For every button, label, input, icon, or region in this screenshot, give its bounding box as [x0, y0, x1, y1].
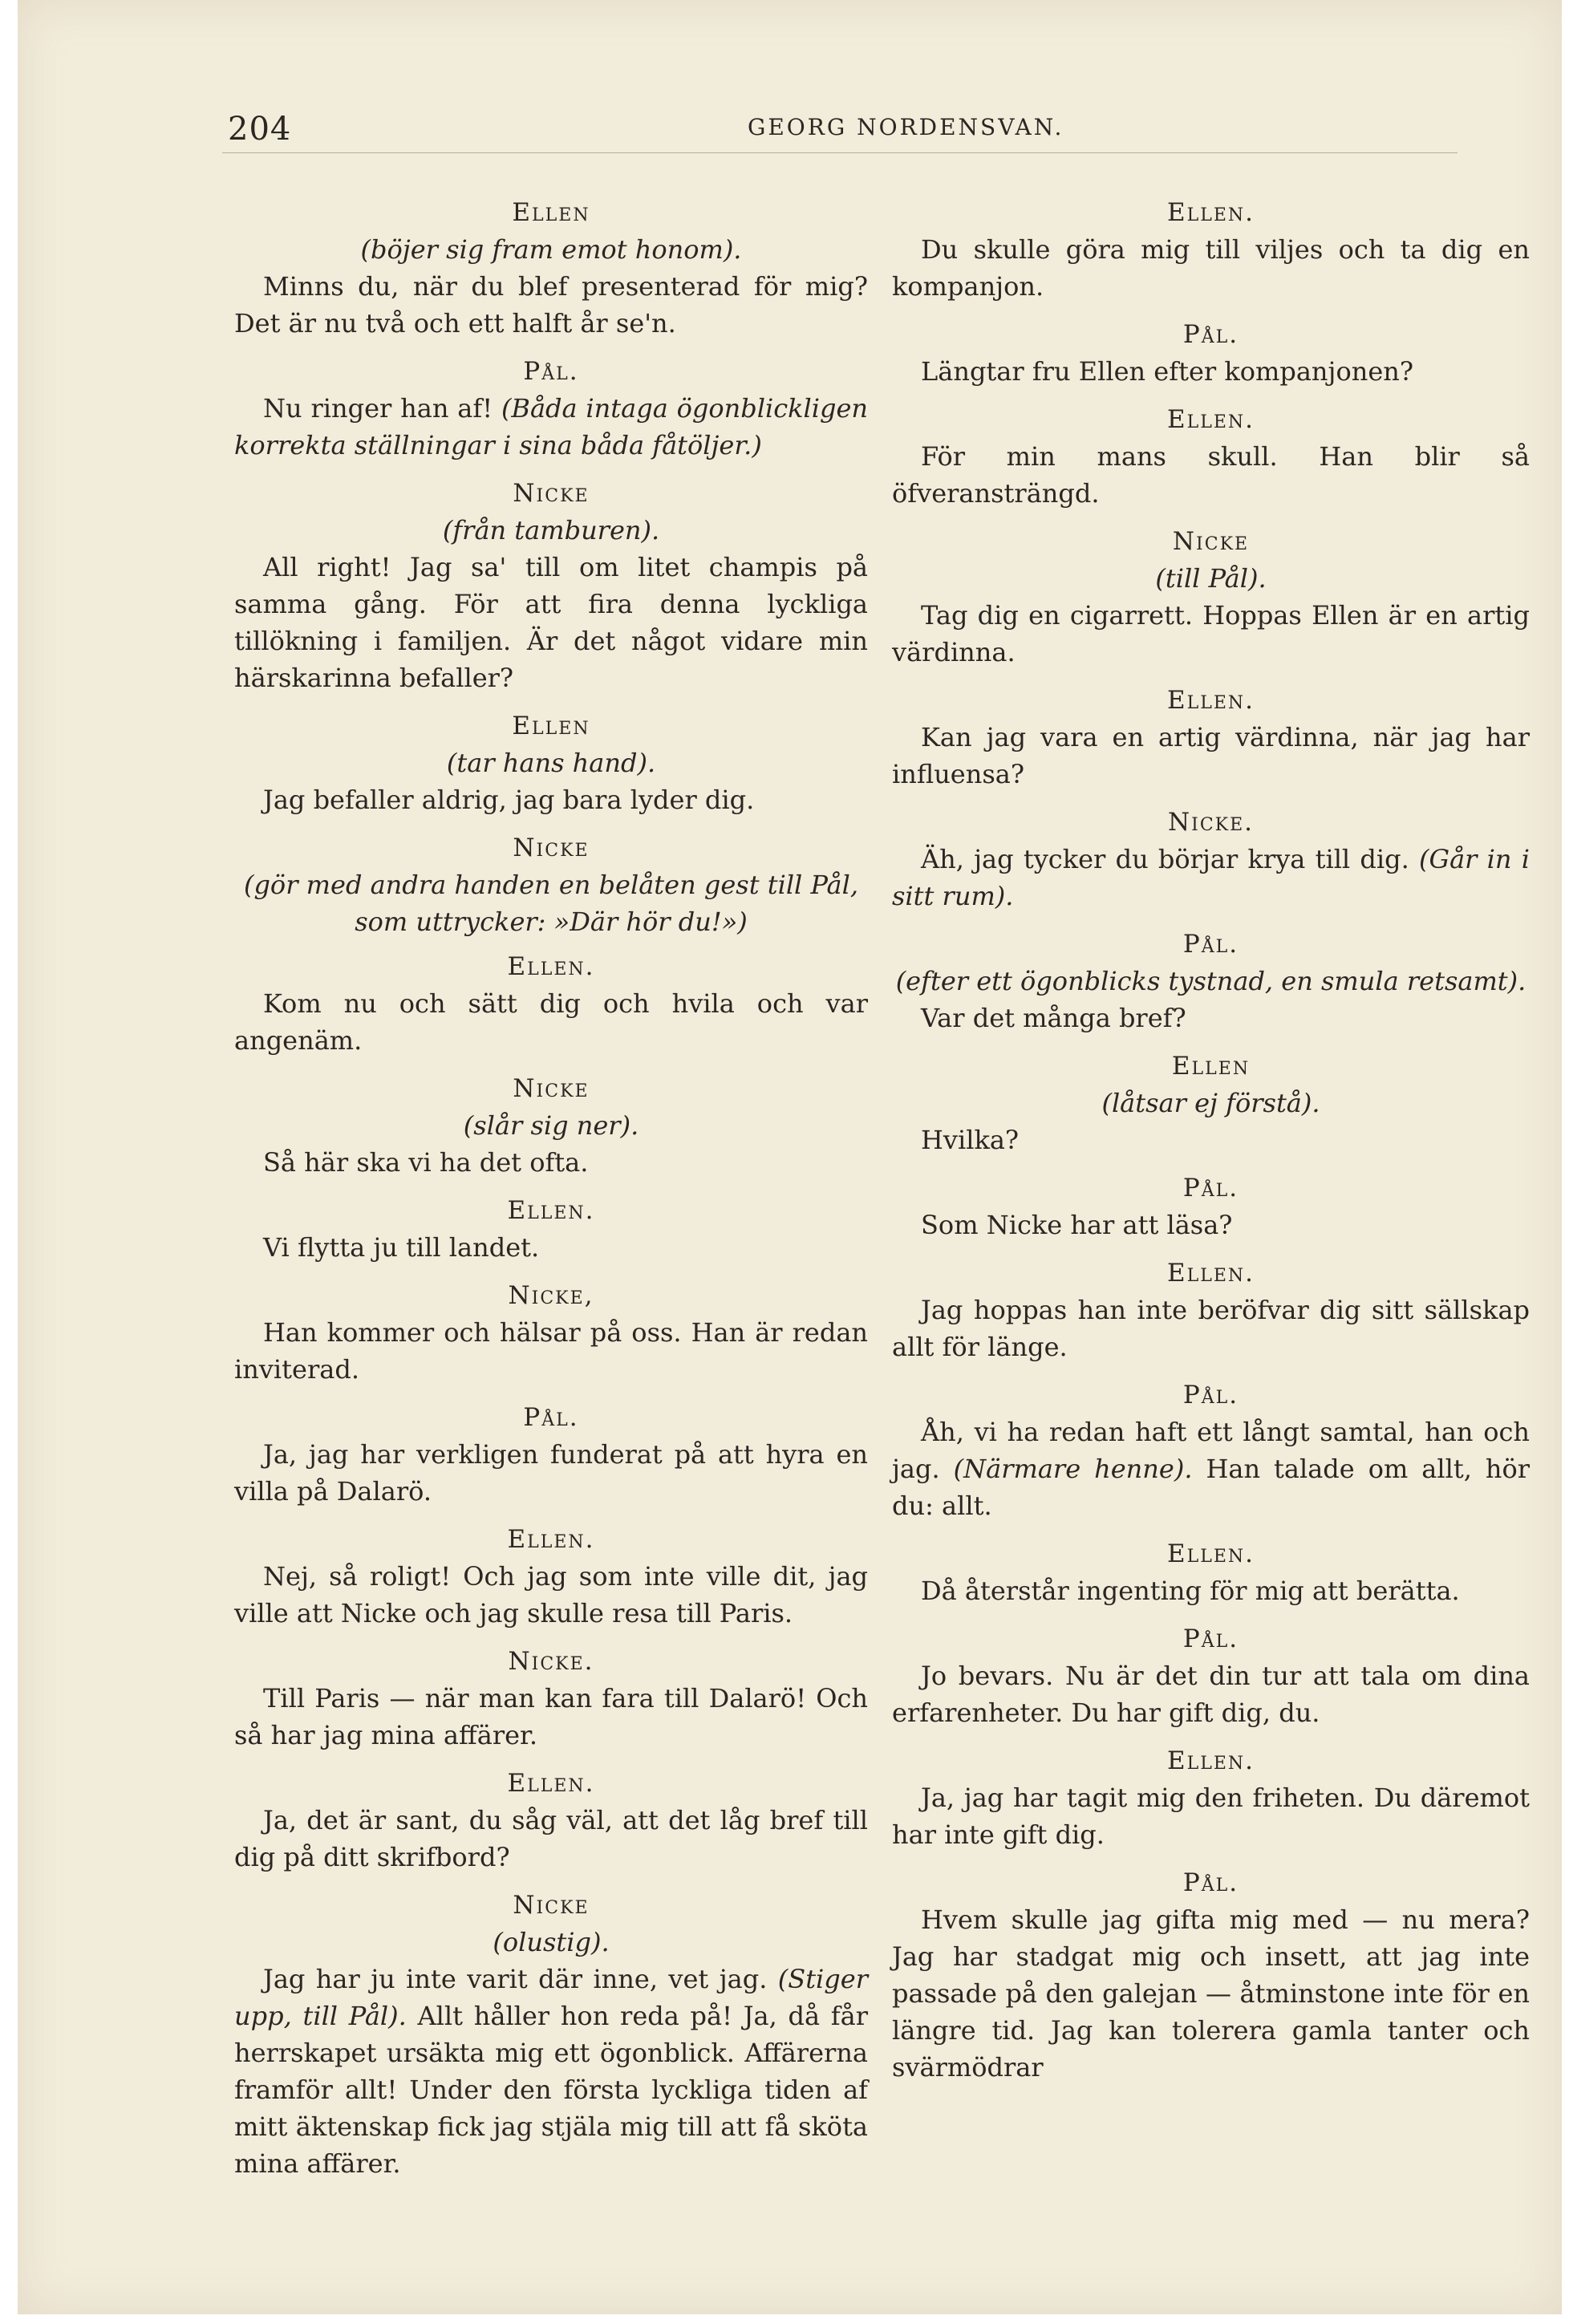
speech-paragraph — [892, 1207, 1530, 1243]
speech-text: Äh, jag tycker du börjar krya till dig. — [921, 844, 1420, 874]
speech-text: Då återstår ingenting för mig att berätta. — [921, 1576, 1460, 1606]
speech-paragraph — [892, 438, 1530, 512]
speech-paragraph — [892, 1292, 1530, 1365]
speaker-name: Pål. — [523, 357, 579, 386]
speaker-name: Ellen. — [1166, 686, 1255, 715]
speaker-name: Nicke, — [508, 1281, 594, 1310]
speaker-name: Ellen. — [507, 1196, 595, 1225]
speech-text-continued: Allt håller hon reda på! Ja, då får herrskapet ursäkta mig ett ögonblick. Affärerna framför allt! Under den första lyckliga tiden af mitt äktenskap fick jag stjäla mig till att få sköta mina affärer. — [234, 2001, 869, 2179]
speech-paragraph — [892, 1657, 1530, 1731]
speaker-name: Ellen — [1171, 1052, 1251, 1081]
speech-text: Minns du, när du blef presenterad för mig? Det är nu två och ett halft år se'n. — [234, 271, 868, 339]
speaker-name: Ellen. — [507, 1769, 595, 1798]
speech-text: Du skulle göra mig till viljes och ta dig en kompanjon. — [892, 234, 1530, 302]
speech-text: Kom nu och sätt dig och hvila och var angenäm. — [234, 988, 868, 1056]
speech-paragraph — [892, 719, 1530, 793]
speech-text: För min mans skull. Han blir så öfveransträngd. — [892, 441, 1530, 509]
speaker-name: Ellen. — [1166, 1259, 1255, 1288]
speech-text: Ja, det är sant, du såg väl, att det låg bref till dig på ditt skrifbord? — [234, 1805, 868, 1872]
running-head: GEORG NORDENSVAN. — [748, 114, 1064, 140]
speech-paragraph — [234, 268, 868, 342]
speaker-name: Ellen. — [507, 952, 595, 981]
speaker-name: Ellen. — [1166, 405, 1255, 434]
speaker-name: Pål. — [1182, 930, 1239, 959]
left-column — [234, 186, 868, 2193]
speech-paragraph — [892, 1000, 1530, 1036]
header-rule — [222, 152, 1458, 153]
speaker-name: Ellen — [512, 712, 590, 740]
inline-stage-direction: (Stiger upp, till Pål). — [234, 1964, 868, 2031]
speaker-name: Pål. — [1182, 1624, 1239, 1653]
speech-text: Hvilka? — [921, 1125, 1020, 1155]
speaker-name: Nicke — [513, 1891, 590, 1920]
stage-direction: (låtsar ej förstå). — [1101, 1088, 1320, 1118]
speech-paragraph — [234, 1314, 868, 1388]
speech-paragraph — [234, 1229, 868, 1266]
speaker-name: Pål. — [1182, 1868, 1239, 1897]
speech-text: Jo bevars. Nu är det din tur att tala om dina erfarenheter. Du har gift dig, du. — [892, 1661, 1530, 1728]
stage-direction: (från tamburen). — [442, 515, 660, 546]
speech-text: All right! Jag sa' till om litet champis på samma gång. För att fira denna lyckliga tillökning i familjen. Är det något vidare min härskarinna befaller? — [234, 552, 868, 693]
inline-stage-direction: (Närmare henne). — [953, 1454, 1193, 1484]
speech-paragraph — [234, 781, 868, 818]
speech-paragraph — [892, 841, 1530, 915]
speech-paragraph — [892, 1901, 1530, 2086]
speaker-name: Ellen. — [507, 1525, 595, 1554]
speaker-name: Ellen — [512, 198, 590, 227]
stage-direction: (efter ett ögonblicks tystnad, en smula retsamt). — [895, 966, 1526, 996]
speech-paragraph — [892, 1121, 1530, 1158]
speaker-name: Ellen. — [1166, 1539, 1255, 1568]
speech-paragraph — [234, 1802, 868, 1876]
stage-direction: (slår sig ner). — [463, 1110, 639, 1141]
stage-direction: (till Pål). — [1155, 563, 1267, 594]
speech-paragraph — [234, 985, 868, 1059]
speech-text: Ja, jag har verkligen funderat på att hyra en villa på Dalarö. — [234, 1439, 868, 1507]
book-page — [18, 0, 1562, 2314]
speaker-name: Pål. — [1182, 1381, 1239, 1409]
speech-paragraph — [234, 1680, 868, 1754]
speech-paragraph — [234, 1961, 868, 2182]
stage-direction: (böjer sig fram emot honom). — [360, 234, 742, 265]
speech-text: Nej, så roligt! Och jag som inte ville dit, jag ville att Nicke och jag skulle resa till Paris. — [234, 1561, 868, 1628]
stage-direction: (olustig). — [493, 1927, 610, 1957]
right-column — [892, 186, 1530, 2097]
stage-direction: (gör med andra handen en belåten gest till Pål, som uttrycker: »Där hör du!») — [243, 870, 859, 937]
speech-text-continued: Han talade om allt, hör du: allt. — [892, 1454, 1530, 1521]
speech-paragraph — [234, 549, 868, 696]
speaker-name: Ellen. — [1166, 198, 1255, 227]
speech-text: Nu ringer han af! — [263, 393, 501, 424]
speech-text: Tag dig en cigarrett. Hoppas Ellen är en artig värdinna. — [892, 600, 1530, 667]
speech-paragraph — [892, 1413, 1530, 1524]
speech-paragraph — [234, 1558, 868, 1632]
speech-text: Jag hoppas han inte beröfvar dig sitt sällskap allt för länge. — [892, 1295, 1530, 1362]
speech-paragraph — [892, 1779, 1530, 1853]
speech-paragraph — [892, 1572, 1530, 1609]
stage-direction: (tar hans hand). — [446, 748, 656, 778]
page-number: 204 — [228, 111, 292, 148]
speech-paragraph — [234, 390, 868, 464]
speech-text: Hvem skulle jag gifta mig med — nu mera? Jag har stadgat mig och insett, att jag inte passade på den galejan — åtminstone inte för en längre tid. Jag kan tolerera gamla tanter och svärmödrar — [892, 1904, 1530, 2083]
speech-text: Längtar fru Ellen efter kompanjonen? — [921, 356, 1414, 387]
speaker-name: Ellen. — [1166, 1746, 1255, 1775]
speaker-name: Nicke — [513, 833, 590, 862]
speech-text: Till Paris — när man kan fara till Dalarö! Och så har jag mina affärer. — [234, 1683, 868, 1750]
speaker-name: Nicke. — [1168, 808, 1254, 837]
speech-text: Åh, vi ha redan haft ett långt samtal, han och jag. — [892, 1417, 1530, 1484]
speech-paragraph — [892, 231, 1530, 305]
speaker-name: Nicke — [513, 1074, 590, 1103]
speech-text: Som Nicke har att läsa? — [921, 1210, 1233, 1240]
speech-text: Vi flytta ju till landet. — [263, 1232, 540, 1263]
speaker-name: Pål. — [1182, 320, 1239, 349]
speech-text: Var det många bref? — [921, 1003, 1186, 1033]
inline-stage-direction: (Går in i sitt rum). — [892, 844, 1530, 911]
speech-paragraph — [234, 1144, 868, 1181]
speech-paragraph — [892, 597, 1530, 671]
speech-paragraph — [892, 353, 1530, 390]
speaker-name: Nicke. — [508, 1647, 594, 1676]
speaker-name: Pål. — [523, 1403, 579, 1432]
speech-text: Jag befaller aldrig, jag bara lyder dig. — [263, 785, 755, 815]
speech-text: Kan jag vara en artig värdinna, när jag har influensa? — [892, 722, 1530, 789]
speaker-name: Nicke — [1172, 527, 1250, 556]
inline-stage-direction: (Båda intaga ögonblickligen korrekta ställningar i sina båda fåtöljer.) — [234, 393, 869, 460]
speech-text: Jag har ju inte varit där inne, vet jag. — [263, 1964, 778, 1994]
speech-paragraph — [234, 1436, 868, 1510]
speaker-name: Nicke — [513, 479, 590, 508]
speech-text: Så här ska vi ha det ofta. — [263, 1147, 589, 1178]
speaker-name: Pål. — [1182, 1174, 1239, 1203]
speech-text: Han kommer och hälsar på oss. Han är redan inviterad. — [234, 1317, 868, 1385]
speech-text: Ja, jag har tagit mig den friheten. Du däremot har inte gift dig. — [892, 1783, 1530, 1850]
